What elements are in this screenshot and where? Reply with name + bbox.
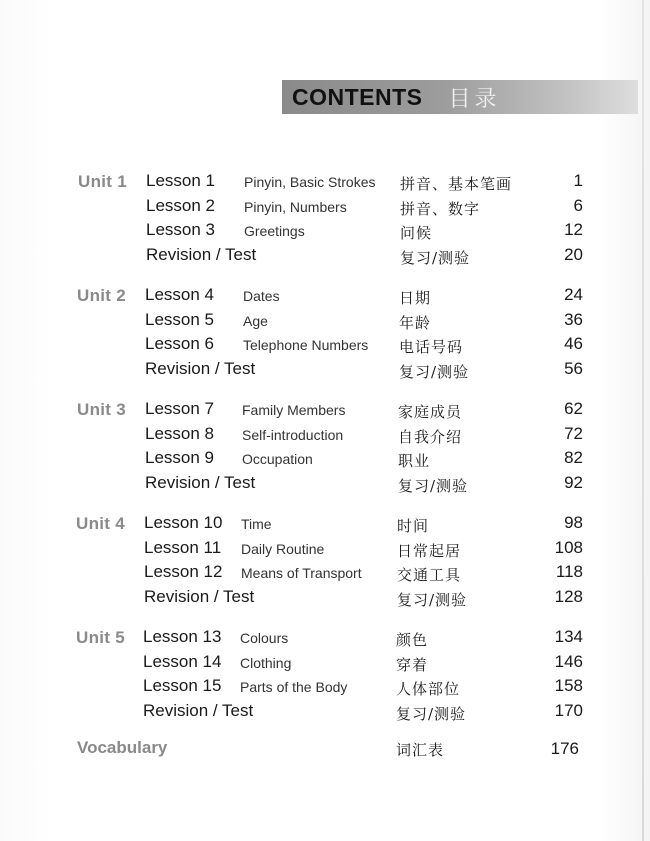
page-number: 92 xyxy=(564,472,583,492)
lesson-topic-chinese: 复习/测验 xyxy=(398,476,469,495)
lesson-topic-chinese: 家庭成员 xyxy=(398,403,463,421)
lesson-topic-chinese: 职业 xyxy=(398,452,431,471)
unit-label: Unit 3 xyxy=(77,400,127,419)
lesson-topic-chinese: 问候 xyxy=(400,224,433,243)
lesson-topic: Means of Transport xyxy=(241,565,362,582)
lesson-entry: Lesson 12 xyxy=(144,562,223,582)
lesson-topic-chinese: 颜色 xyxy=(396,631,429,649)
lesson-topic: Dates xyxy=(243,288,280,304)
lesson-entry: Lesson 3 xyxy=(146,220,215,240)
unit-label: Unit 5 xyxy=(76,628,126,647)
lesson-topic-chinese: 拼音、数字 xyxy=(400,199,481,218)
unit-label: Unit 1 xyxy=(78,172,128,191)
lesson-topic: Age xyxy=(243,312,268,329)
lesson-entry: Lesson 7 xyxy=(145,399,214,418)
lesson-topic-chinese: 自我介绍 xyxy=(398,427,463,446)
page-number: 6 xyxy=(573,195,583,215)
page-number: 98 xyxy=(564,513,583,532)
revision-test-entry: Revision / Test xyxy=(146,244,257,264)
page-number: 108 xyxy=(554,537,583,557)
lesson-topic: Time xyxy=(241,516,272,532)
page-number: 118 xyxy=(555,562,583,582)
lesson-entry: Lesson 4 xyxy=(145,285,214,304)
page-number: 82 xyxy=(564,448,583,468)
lesson-entry: Lesson 6 xyxy=(145,334,214,354)
page-number: 56 xyxy=(564,358,583,378)
lesson-topic-chinese: 交通工具 xyxy=(397,566,462,585)
page-number: 170 xyxy=(554,700,583,720)
unit-label: Unit 4 xyxy=(76,514,126,533)
lesson-entry: Lesson 13 xyxy=(143,627,222,646)
lesson-topic: Daily Routine xyxy=(241,540,325,557)
revision-test-entry: Revision / Test xyxy=(143,700,254,720)
page-title-chinese: 目录 xyxy=(448,86,501,112)
revision-test-entry: Revision / Test xyxy=(144,586,255,606)
lesson-entry: Lesson 10 xyxy=(144,513,223,532)
lesson-topic-chinese: 人体部位 xyxy=(396,680,461,699)
revision-test-entry: Revision / Test xyxy=(145,358,256,378)
lesson-entry: Lesson 14 xyxy=(143,651,222,671)
page-number: 134 xyxy=(554,627,583,646)
lesson-topic-chinese: 拼音、基本笔画 xyxy=(400,175,513,193)
page-number: 1 xyxy=(573,171,583,190)
lesson-topic-chinese: 复习/测验 xyxy=(397,590,468,609)
page-number: 128 xyxy=(554,586,583,606)
vocabulary-label: Vocabulary xyxy=(77,738,168,757)
lesson-topic: Pinyin, Basic Strokes xyxy=(244,174,376,190)
page-number: 72 xyxy=(564,423,583,443)
lesson-entry: Lesson 11 xyxy=(144,537,222,557)
lesson-topic-chinese: 年龄 xyxy=(399,313,432,332)
lesson-topic: Self-introduction xyxy=(242,426,344,443)
lesson-entry: Lesson 2 xyxy=(146,195,215,215)
page-number: 146 xyxy=(554,651,583,671)
lesson-topic: Colours xyxy=(240,630,289,646)
revision-test-entry: Revision / Test xyxy=(145,472,256,492)
page-number: 20 xyxy=(564,244,583,264)
unit-label: Unit 2 xyxy=(77,286,127,305)
lesson-topic: Clothing xyxy=(240,654,292,671)
page-number: 12 xyxy=(564,220,583,240)
page-number: 158 xyxy=(554,676,583,696)
lesson-topic-chinese: 穿着 xyxy=(396,655,429,674)
lesson-topic-chinese: 复习/测验 xyxy=(396,704,467,723)
lesson-topic-chinese: 电话号码 xyxy=(399,338,464,357)
lesson-topic-chinese: 日常起居 xyxy=(397,541,462,560)
vocabulary-page-number: 176 xyxy=(550,739,579,758)
lesson-entry: Lesson 1 xyxy=(146,171,215,190)
lesson-topic: Parts of the Body xyxy=(240,679,348,696)
page-number: 62 xyxy=(564,399,583,418)
lesson-entry: Lesson 15 xyxy=(143,676,222,696)
page-title: CONTENTS xyxy=(292,83,423,110)
lesson-topic-chinese: 复习/测验 xyxy=(399,362,470,381)
lesson-topic-chinese: 时间 xyxy=(397,517,430,535)
lesson-entry: Lesson 9 xyxy=(145,448,214,468)
lesson-topic: Occupation xyxy=(242,451,313,468)
page-number: 36 xyxy=(564,309,583,329)
lesson-topic-chinese: 日期 xyxy=(399,289,432,307)
lesson-entry: Lesson 5 xyxy=(145,309,214,329)
lesson-topic: Family Members xyxy=(242,402,346,418)
page-number: 46 xyxy=(564,334,583,354)
page-number: 24 xyxy=(564,285,583,304)
vocabulary-chinese: 词汇表 xyxy=(396,741,445,759)
lesson-entry: Lesson 8 xyxy=(145,423,214,443)
lesson-topic: Pinyin, Numbers xyxy=(244,198,347,215)
lesson-topic-chinese: 复习/测验 xyxy=(400,248,471,267)
lesson-topic: Greetings xyxy=(244,223,305,240)
lesson-topic: Telephone Numbers xyxy=(243,337,369,354)
